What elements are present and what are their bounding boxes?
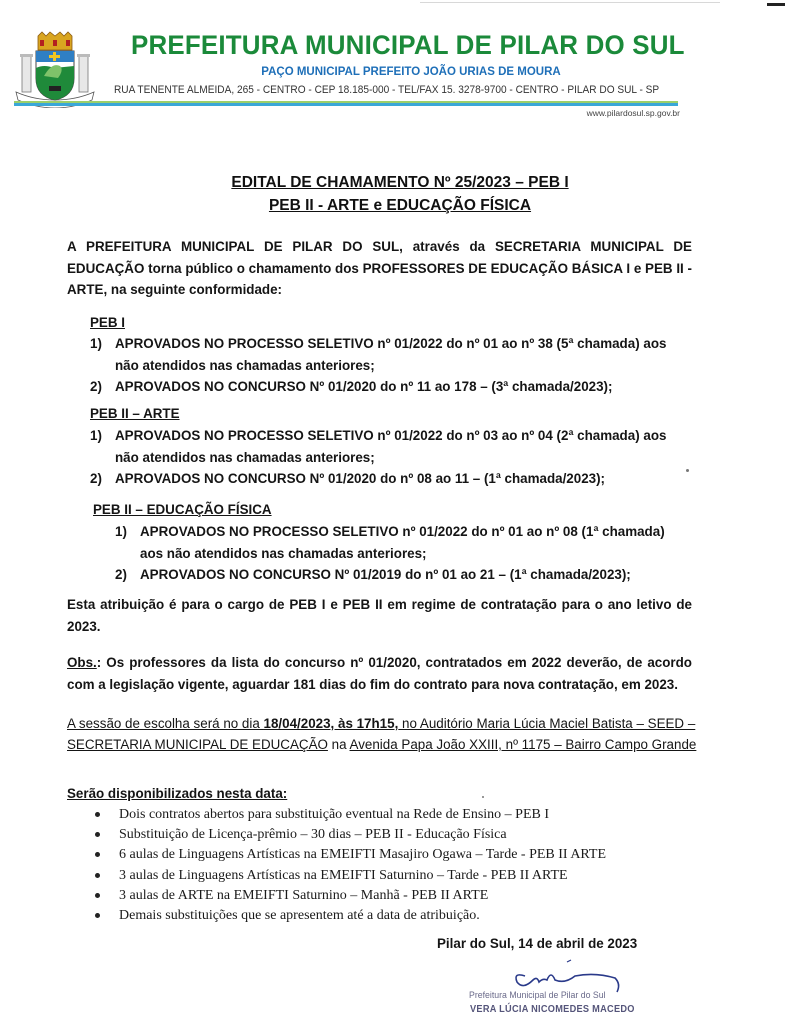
bullet-icon — [95, 852, 100, 857]
sessao-date-time: 18/04/2023, às 17h15, — [263, 716, 399, 731]
scan-edge-line — [420, 2, 720, 3]
item-number: 2) — [115, 567, 127, 582]
obs-paragraph — [67, 652, 692, 695]
header-address: RUA TENENTE ALMEIDA, 265 - CENTRO - CEP 18.185-000 - TEL/FAX 15. 3278-9700 - CENTRO - PILAR DO SUL - SP — [114, 84, 660, 96]
item-text: APROVADOS NO PROCESSO SELETIVO nº 01/2022 do nº 03 ao nº 04 (2ª chamada) aos não atendidos nas chamadas anteriores; — [115, 428, 667, 465]
bullet-text: Demais substituições que se apresentem até a data de atribuição. — [119, 908, 480, 924]
item-text: APROVADOS NO CONCURSO Nº 01/2020 do nº 11 ao 178 – (3ª chamada/2023); — [115, 379, 613, 394]
list-item — [90, 425, 690, 468]
intro-paragraph: A PREFEITURA MUNICIPAL DE PILAR DO SUL, através da SECRETARIA MUNICIPAL DE EDUCAÇÃO torna público o chamamento dos PROFESSORES DE EDUCAÇÃO BÁSICA I e PEB II - ARTE, na seguinte conformidade: — [67, 239, 692, 297]
bullet-item — [95, 886, 606, 906]
item-text: APROVADOS NO PROCESSO SELETIVO nº 01/2022 do nº 01 ao nº 08 (1ª chamada) aos não atendidos nas chamadas anteriores; — [140, 524, 665, 561]
item-number: 1) — [90, 428, 102, 443]
item-number: 1) — [115, 524, 127, 539]
place-date: Pilar do Sul, 14 de abril de 2023 — [437, 936, 638, 951]
scan-mark — [767, 3, 785, 6]
document-title: EDITAL DE CHAMAMENTO Nº 25/2023 – PEB I — [231, 174, 569, 191]
section-list-peb-ii-educacao-fisica — [115, 521, 685, 586]
header-rule-blue — [14, 103, 678, 106]
item-text: APROVADOS NO PROCESSO SELETIVO nº 01/2022 do nº 01 ao nº 38 (5ª chamada) aos não atendidos nas chamadas anteriores; — [115, 336, 667, 373]
item-text: APROVADOS NO CONCURSO Nº 01/2020 do nº 08 ao 11 – (1ª chamada/2023); — [115, 471, 606, 486]
section-title-peb-ii-educacao-fisica: PEB II – EDUCAÇÃO FÍSICA — [93, 502, 272, 517]
bullet-item — [95, 825, 606, 845]
bullet-icon — [95, 832, 100, 837]
bullet-icon — [95, 873, 100, 878]
disponiveis-title: Serão disponibilizados nesta data: — [67, 786, 288, 801]
header-website-link[interactable]: www.pilardosul.sp.gov.br — [586, 108, 680, 118]
obs-text: : Os professores da lista do concurso nº 01/2020, contratados em 2022 deverão, de acordo com a legislação vigente, aguardar 181 dias do fim do contrato para nova contratação, em 2023. — [67, 655, 692, 692]
stamp-name: VERA LÚCIA NICOMEDES MACEDO — [470, 1004, 635, 1015]
bullet-item — [95, 866, 606, 886]
bullet-item — [95, 805, 606, 825]
bullet-item — [95, 845, 606, 865]
item-number: 2) — [90, 471, 102, 486]
scan-speck — [686, 469, 689, 472]
stamp-organization: Prefeitura Municipal de Pilar do Sul — [469, 990, 606, 1001]
sessao-address: Avenida Papa João XXIII, nº 1175 – Bairro Campo Grande — [349, 737, 697, 752]
sessao-connector: na — [327, 737, 350, 752]
sessao-paragraph — [67, 713, 697, 755]
item-text: APROVADOS NO CONCURSO Nº 01/2019 do nº 01 ao 21 – (1ª chamada/2023); — [140, 567, 631, 582]
sessao-part1: A sessão de escolha será no dia — [67, 716, 264, 731]
sessao-location: no Auditório Maria Lúcia Maciel Batista – SEED – SECRETARIA MUNICIPAL DE EDUCAÇÃO — [67, 716, 696, 752]
item-number: 2) — [90, 379, 102, 394]
bullet-text: 6 aulas de Linguagens Artísticas na EMEIFTI Masajiro Ogawa – Tarde - PEB II ARTE — [119, 847, 607, 863]
bullet-icon — [95, 893, 100, 898]
bullet-text: 3 aulas de ARTE na EMEIFTI Saturnino – Manhã - PEB II ARTE — [119, 887, 489, 903]
section-list-peb-i — [90, 333, 690, 398]
item-number: 1) — [90, 336, 102, 351]
header-title: PREFEITURA MUNICIPAL DE PILAR DO SUL — [131, 30, 685, 60]
list-item — [115, 564, 685, 586]
disponiveis-list — [95, 805, 606, 926]
list-item — [90, 468, 690, 490]
bullet-text: Substituição de Licença-prêmio – 30 dias – PEB II - Educação Física — [119, 827, 507, 843]
list-item — [115, 521, 685, 564]
bullet-text: 3 aulas de Linguagens Artísticas na EMEIFTI Saturnino – Tarde - PEB II ARTE — [119, 867, 568, 883]
section-title-peb-i: PEB I — [90, 315, 125, 330]
bullet-icon — [95, 812, 100, 817]
scan-speck — [482, 796, 484, 798]
document-subtitle: PEB II - ARTE e EDUCAÇÃO FÍSICA — [268, 197, 532, 214]
list-item — [90, 376, 690, 398]
bullet-item — [95, 906, 606, 926]
atribuicao-paragraph: Esta atribuição é para o cargo de PEB I e PEB II em regime de contratação para o ano letivo de 2023. — [67, 597, 692, 634]
section-title-peb-ii-arte: PEB II – ARTE — [90, 406, 180, 421]
bullet-text: Dois contratos abertos para substituição eventual na Rede de Ensino – PEB I — [119, 807, 550, 822]
obs-label: Obs. — [67, 655, 97, 670]
list-item — [90, 333, 690, 376]
section-list-peb-ii-arte — [90, 425, 690, 490]
header-subtitle: PAÇO MUNICIPAL PREFEITO JOÃO URIAS DE MOURA — [261, 66, 561, 78]
bullet-icon — [95, 913, 100, 918]
